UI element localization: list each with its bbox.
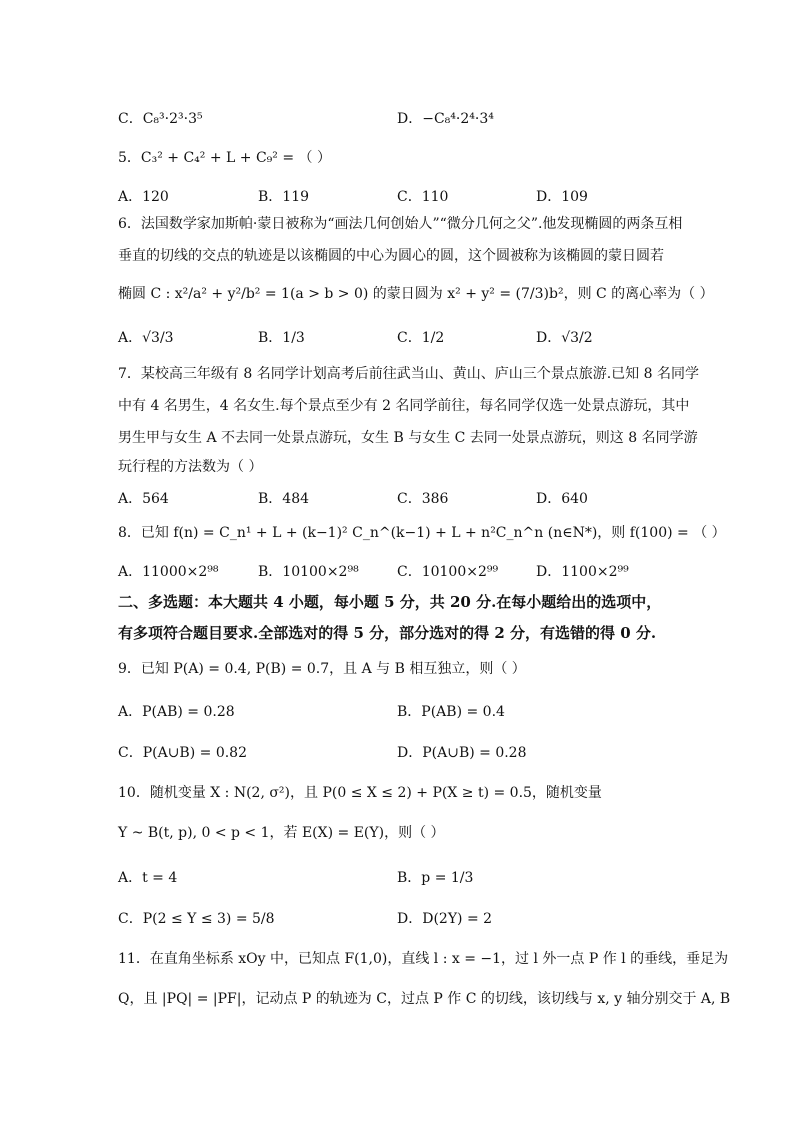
- q7-option-d: D．640: [536, 491, 588, 507]
- q10-option-a: A．t = 4: [118, 870, 178, 886]
- q10-line-2: Y ~ B(t, p), 0 < p < 1，若 E(X) = E(Y)，则（ ）: [118, 825, 445, 841]
- q6-line-2: 垂直的切线的交点的轨迹是以该椭圆的中心为圆心的圆，这个圆被称为该椭圆的蒙日圆若: [118, 248, 664, 264]
- q7-line-3: 男生甲与女生 A 不去同一处景点游玩，女生 B 与女生 C 去同一处景点游玩，则这 8 名同学游: [118, 430, 698, 446]
- q6-option-d: D．√3/2: [536, 330, 593, 346]
- q8-option-c: C．10100×2⁹⁹: [397, 564, 499, 580]
- q6-option-a: A．√3/3: [118, 330, 174, 346]
- q8-option-b: B．10100×2⁹⁸: [258, 564, 359, 580]
- q7-option-c: C．386: [397, 491, 449, 507]
- q7-line-2: 中有 4 名男生，4 名女生.每个景点至少有 2 名同学前往，每名同学仅选一处景点游玩，其中: [118, 398, 690, 414]
- q10-option-c: C．P(2 ≤ Y ≤ 3) = 5/8: [118, 911, 275, 927]
- q8-option-a: A．11000×2⁹⁸: [118, 564, 219, 580]
- q8-option-d: D．1100×2⁹⁹: [536, 564, 629, 580]
- q5-option-b: B．119: [258, 189, 310, 205]
- q7-option-a: A．564: [118, 491, 169, 507]
- q5-option-a: A．120: [118, 189, 169, 205]
- q9-option-b: B．P(AB) = 0.4: [397, 704, 505, 720]
- q4-option-d: [397, 108, 494, 128]
- q9-option-c: C．P(A∪B) = 0.82: [118, 745, 247, 761]
- q7-line-4: 玩行程的方法数为（ ）: [118, 459, 263, 475]
- q10-option-b: B．p = 1/3: [397, 870, 474, 886]
- q9-option-a: A．P(AB) = 0.28: [118, 704, 235, 720]
- q6-line-3: 椭圆 C : x²/a² + y²/b² = 1(a > b > 0) 的蒙日圆为 x² + y² = (7/3)b²，则 C 的离心率为（ ）: [118, 286, 714, 302]
- q10-line-1: 10．随机变量 X : N(2, σ²)，且 P(0 ≤ X ≤ 2) + P(X ≥ t) = 0.5，随机变量: [118, 785, 602, 801]
- q11-line-1: 11．在直角坐标系 xOy 中，已知点 F(1,0)，直线 l : x = −1，过 l 外一点 P 作 l 的垂线，垂足为: [118, 951, 729, 967]
- q4-option-c-label: C．: [118, 111, 143, 127]
- q9-stem: 9．已知 P(A) = 0.4, P(B) = 0.7，且 A 与 B 相互独立，则（ ）: [118, 661, 526, 677]
- q7-line-1: 7．某校高三年级有 8 名同学计划高考后前往武当山、黄山、庐山三个景点旅游.已知 8 名同学: [118, 366, 699, 382]
- section-2-heading-line-1: 二、多选题：本大题共 4 小题，每小题 5 分，共 20 分.在每小题给出的选项中，: [118, 593, 662, 611]
- q6-option-c: C．1/2: [397, 330, 445, 346]
- q9-option-d: D．P(A∪B) = 0.28: [397, 745, 527, 761]
- q5-option-c: C．110: [397, 189, 449, 205]
- q5-stem: 5．C₃² + C₄² + L + C₉² = （ ）: [118, 150, 331, 166]
- q11-line-2: Q，且 |PQ| = |PF|，记动点 P 的轨迹为 C，过点 P 作 C 的切线，该切线与 x, y 轴分别交于 A, B: [118, 991, 731, 1007]
- q7-option-b: B．484: [258, 491, 310, 507]
- section-2-heading-line-2: 有多项符合题目要求.全部选对的得 5 分，部分选对的得 2 分，有选错的得 0 分.: [118, 624, 657, 642]
- q6-line-1: 6．法国数学家加斯帕·蒙日被称为“画法几何创始人”“微分几何之父”.他发现椭圆的两条互相: [118, 216, 683, 232]
- q10-option-d: D．D(2Y) = 2: [397, 911, 493, 927]
- q5-option-d: D．109: [536, 189, 588, 205]
- q4-option-d-label: D．: [397, 111, 423, 127]
- q6-option-b: B．1/3: [258, 330, 305, 346]
- q4-option-c-text: C₈³·2³·3⁵: [142, 111, 203, 127]
- q8-stem: 8．已知 f(n) = C_n¹ + L + (k−1)² C_n^(k−1) + L + n²C_n^n (n∈N*)，则 f(100) = （ ）: [118, 525, 726, 541]
- q4-option-d-text: −C₈⁴·2⁴·3⁴: [422, 111, 494, 127]
- q4-option-c: [118, 108, 203, 128]
